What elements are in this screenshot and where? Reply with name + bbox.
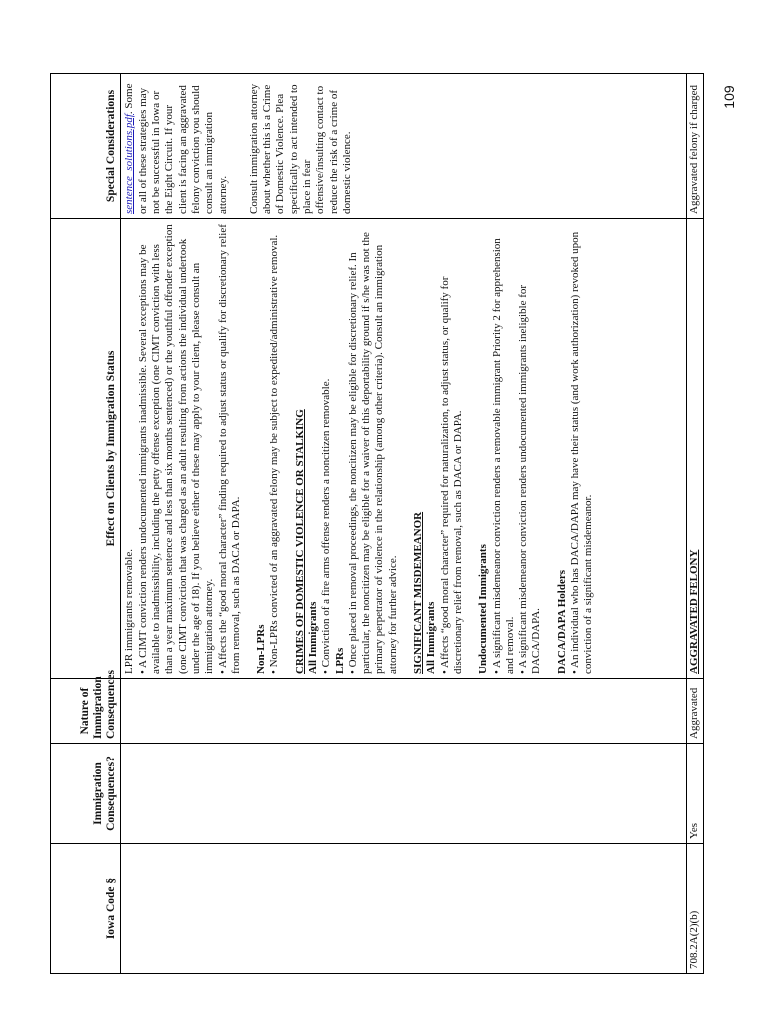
header-consequences: Immigration Consequences?	[51, 744, 121, 844]
non-lprs-heading: Non-LPRs	[255, 624, 268, 674]
cell-special	[121, 74, 686, 219]
dv-heading: CRIMES OF DOMESTIC VIOLENCE OR STALKING	[293, 409, 306, 674]
header-iowa-code: Iowa Code §	[51, 844, 121, 974]
header-nature: Nature of Immigration Consequences	[51, 679, 121, 744]
dv-consult-text: Consult immigration attorney about whether this is a Crime of Domestic Violence. Plea specifically to act intended to place in fear offensive/insulting contact to reduce the risk of a crime of domestic violence.	[247, 83, 353, 214]
cell-code: 708.2A(2)(b)	[686, 844, 703, 974]
cell-nature-empty	[121, 679, 686, 744]
rotated-page	[50, 74, 704, 974]
header-special: Special Considerations	[51, 74, 121, 219]
cell-nature: Aggravated	[686, 679, 703, 744]
ineligible-bullet: • A significant misdemeanor conviction renders undocumented immigrants ineligible for DACA/DAPA.	[517, 284, 543, 674]
cimt-bullet: • A CIMT conviction renders undocumented immigrants inadmissible. Several exceptions may be available to inadmissibility, including the petty offense exception (one CIMT conviction with less than a year maximum sentence and less than six months sentenced) or the youthful offender exception (one CIMT conviction that was charged as an adult resulting from actions the individual undertook under the age of 18). If you believe either of these may apply to your client, please consult an immigration attorney.	[136, 224, 216, 674]
lpr-removable-text: LPR immigrants removable.	[123, 549, 136, 674]
all-immigrants-heading: All Immigrants	[306, 601, 319, 674]
priority-bullet: • A significant misdemeanor conviction renders a removable immigrant Priority 2 for apprehension and removal.	[490, 238, 516, 674]
all-immigrants-heading: All Immigrants	[425, 601, 438, 674]
non-lprs-bullet: • Non-LPRs convicted of an aggravated felony may be subject to expedited/administrative removal.	[268, 234, 281, 674]
cell-effect	[121, 219, 686, 679]
cell-code-empty	[121, 844, 686, 974]
firearms-bullet: • Conviction of a fire arms offense renders a noncitizen removable.	[320, 378, 333, 674]
cell-special-aggravated: Aggravated felony if charged	[686, 74, 703, 219]
cell-consequences-empty	[121, 744, 686, 844]
sentence-solutions-link[interactable]: sentence_solutions.pdf	[123, 114, 136, 214]
header-effect: Effect on Clients by Immigration Status	[51, 219, 121, 679]
significant-misdemeanor-heading: SIGNIFICANT MISDEMEANOR	[412, 511, 425, 674]
special-strategies-text	[123, 84, 228, 214]
table-row	[686, 74, 703, 974]
immigration-consequences-table	[50, 73, 704, 974]
cell-effect-aggravated-felony: AGGRAVATED FELONY	[686, 219, 703, 679]
page-number: 109	[721, 85, 737, 109]
table-header-row	[51, 74, 121, 974]
strategies-note: . Some or all of these strategies may not be successful in Iowa or the Eight Circuit. If your client is facing an aggravated felony conviction you should consult an immigration attorney.	[123, 83, 229, 214]
table-row	[121, 74, 686, 974]
undocumented-heading: Undocumented Immigrants	[477, 544, 490, 674]
gmc-bullet: • Affects the “good moral character” finding required to adjust status or qualify for discretionary relief from removal, such as DACA or DAPA.	[216, 224, 242, 674]
daca-bullet: • An individual who has DACA/DAPA may have their status (and work authorization) revoked upon conviction of a significant misdemeanor.	[569, 231, 595, 674]
lprs-heading: LPRs	[333, 647, 346, 674]
gmc-naturalization-bullet: • Affects “good moral character” required for naturalization, to adjust status, or qualify for discretionary relief from removal, such as DACA or DAPA.	[438, 276, 464, 674]
lprs-bullet: • Once placed in removal proceedings, the noncitizen may be eligible for discretionary relief. In particular, the noncitizen may be eligible for a waiver of this deportability ground if s/he was not the primary perpetrator of violence in the relationship (among other criteria). Consult an immigration attorney for further advice.	[346, 232, 399, 674]
daca-heading: DACA/DAPA Holders	[555, 570, 568, 674]
cell-consequences: Yes	[686, 744, 703, 844]
